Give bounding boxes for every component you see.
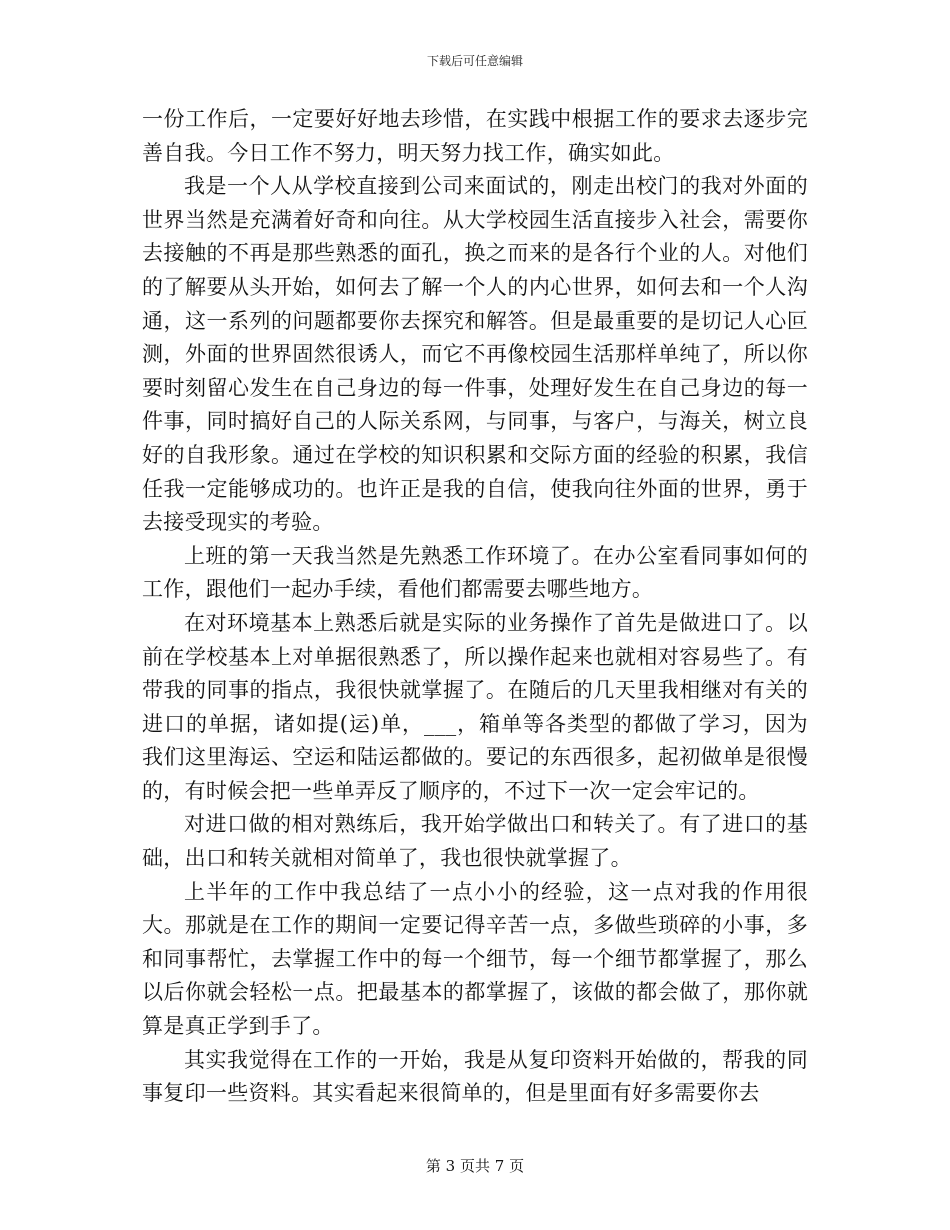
paragraph-2: 我是一个人从学校直接到公司来面试的，刚走出校门的我对外面的世界当然是充满着好奇和向往。从大学校园生活直接步入社会，需要你去接触的不再是那些熟悉的面孔，换之而来的是各行个业的人。对他们的了解要从头开始，如何去了解一个人的内心世界，如何去和一个人沟通，这一系列的问题都要你去探究和解答。但是最重要的是切记人心叵测，外面的世界固然很诱人，而它不再像校园生活那样单纯了，所以你要时刻留心发生在自己身边的每一件事，处理好发生在自己身边的每一件事，同时搞好自己的人际关系网，与同事，与客户，与海关，树立良好的自我形象。通过在学校的知识积累和交际方面的经验的积累，我信任我一定能够成功的。也许正是我的自信，使我向往外面的世界，勇于去接受现实的考验。 <box>142 174 808 535</box>
paragraph-1: 一份工作后，一定要好好地去珍惜，在实践中根据工作的要求去逐步完善自我。今日工作不努力，明天努力找工作，确实如此。 <box>142 107 808 165</box>
paragraph-7: 其实我觉得在工作的一开始，我是从复印资料开始做的，帮我的同事复印一些资料。其实看起来很简单的，但是里面有好多需要你去 <box>142 1047 808 1106</box>
paragraph-4: 在对环境基本上熟悉后就是实际的业务操作了首先是做进口了。以前在学校基本上对单据很熟悉了，所以操作起来也就相对容易些了。有带我的同事的指点，我很快就掌握了。在随后的几天里我相继对有关的进口的单据，诸如提(运)单，___，箱单等各类型的都做了学习，因为我们这里海运、空运和陆运都做的。要记的东西很多，起初做单是很慢的，有时候会把一些单弄反了顺序的，不过下一次一定会牢记的。 <box>142 610 808 803</box>
paragraph-3: 上班的第一天我当然是先熟悉工作环境了。在办公室看同事如何的工作，跟他们一起办手续，看他们都需要去哪些地方。 <box>142 543 808 602</box>
paragraph-5: 对进口做的相对熟练后，我开始学做出口和转关了。有了进口的基础，出口和转关就相对简单了，我也很快就掌握了。 <box>142 812 808 871</box>
paragraph-6: 上半年的工作中我总结了一点小小的经验，这一点对我的作用很大。那就是在工作的期间一定要记得辛苦一点，多做些琐碎的小事，多和同事帮忙，去掌握工作中的每一个细节，每一个细节都掌握了，那么以后你就会轻松一点。把最基本的都掌握了，该做的都会做了，那你就算是真正学到手了。 <box>142 879 808 1039</box>
page-number: 第 3 页共 7 页 <box>425 1157 525 1175</box>
page-header: 下载后可任意编辑 <box>426 54 523 68</box>
document-body <box>142 103 808 1111</box>
